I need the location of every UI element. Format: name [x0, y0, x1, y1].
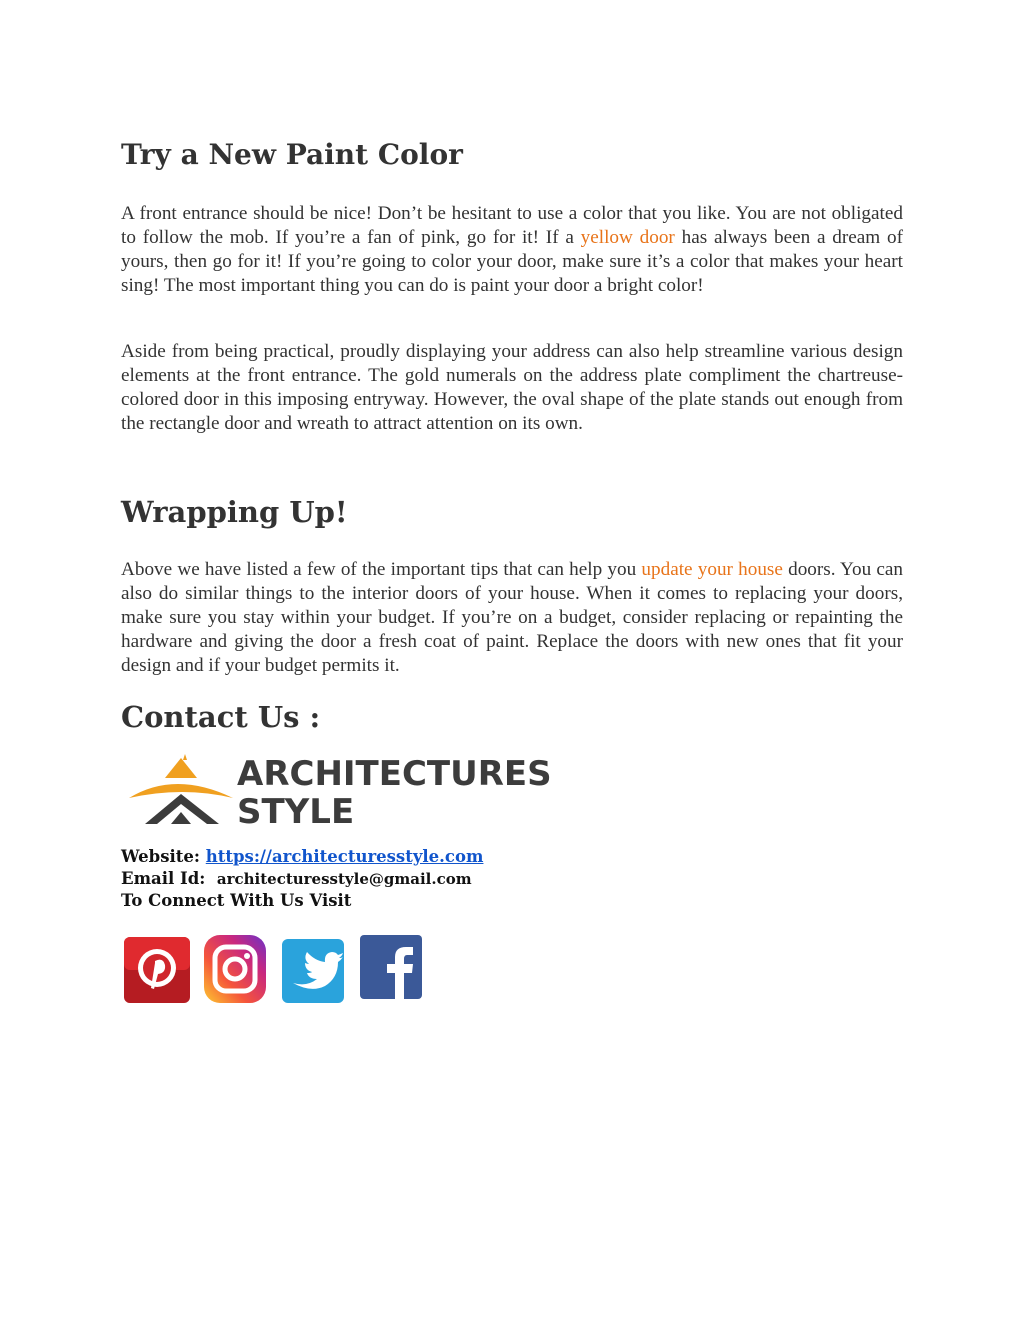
facebook-icon[interactable] [359, 933, 423, 1001]
logo-text-line2: STYLE [237, 792, 355, 832]
paragraph-text: doors. You can also do similar things to the interior doors of your house. When it comes to replacing your doors, make sure you stay within your budget. If you’re on a budget, consider replacing or repainting the hardware and giving the door a fresh coat of paint. Replace the doors with new ones that fit your design and if your budget permits it. [121, 559, 903, 676]
website-label: Website: [121, 847, 200, 866]
instagram-icon[interactable] [203, 933, 267, 1005]
section-heading-wrapping-up: Wrapping Up! [121, 495, 348, 529]
email-value: architecturesstyle@gmail.com [216, 870, 472, 888]
yellow-door-link[interactable]: yellow door [580, 227, 675, 248]
house-roof-logo-icon [129, 754, 233, 824]
paragraph-text: has always been a dream of yours, then go for it! If you’re going to color your door, make sure it’s a color that makes your heart sing! The most important thing you can do is paint your door a bright color! [121, 227, 903, 296]
paragraph-wrapping-up [121, 558, 903, 678]
paragraph-paint-2: Aside from being practical, proudly displaying your address can also help streamline various design elements at the front entrance. The gold numerals on the address plate compliment the chartreuse-colored door in this imposing entryway. However, the oval shape of the plate stands out enough from the rectangle door and wreath to attract attention on its own. [121, 341, 903, 434]
website-row [121, 846, 483, 868]
contact-details [121, 846, 483, 912]
pinterest-icon[interactable] [123, 933, 191, 1003]
paragraph-text: Above we have listed a few of the important tips that can help you [121, 559, 642, 580]
email-separator: : [199, 869, 206, 888]
update-your-house-link[interactable]: update your house [641, 559, 783, 580]
email-row [121, 868, 483, 890]
paragraph-text: A front entrance should be nice! Don’t be hesitant to use a color that you like. You are not obligated to follow the mob. If you’re a fan of pink, go for it! If a [121, 203, 903, 248]
connect-text: To Connect With Us Visit [121, 891, 352, 910]
section-heading-contact: Contact Us : [121, 700, 321, 734]
paragraph-paint-1 [121, 202, 903, 298]
website-link[interactable]: https://architecturesstyle.com [205, 847, 484, 866]
architectures-style-logo [125, 752, 565, 832]
section-heading-paint: Try a New Paint Color [121, 138, 463, 171]
logo-text-line1: ARCHITECTURES [237, 754, 552, 794]
social-icons [123, 933, 433, 1005]
twitter-icon[interactable] [281, 933, 345, 1005]
email-label: Email Id [121, 869, 200, 888]
